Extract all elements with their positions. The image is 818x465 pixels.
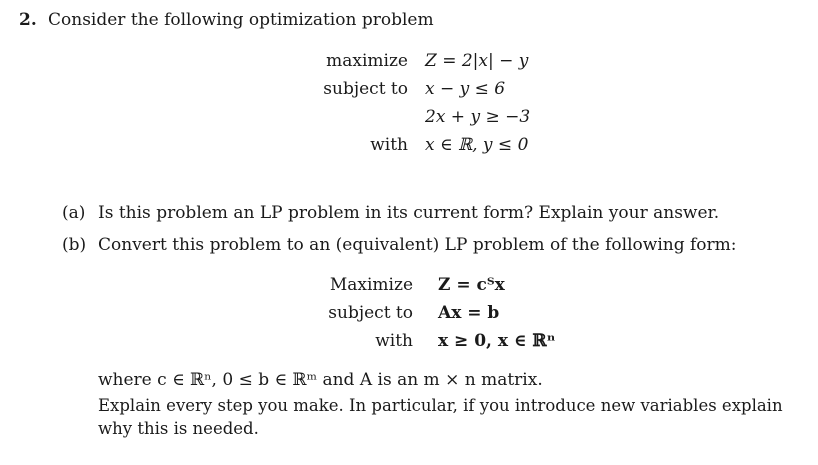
part-a-label: (a)	[62, 203, 86, 223]
keyword-subject-to-std: subject to	[328, 303, 413, 323]
problem-number: 2.	[19, 10, 37, 30]
constraint-2: 2x + y ≥ −3	[425, 107, 531, 127]
keyword-maximize-std: Maximize	[329, 275, 413, 295]
keyword-maximize: maximize	[326, 51, 408, 71]
std-objective: Z = cᵀx	[438, 275, 505, 295]
keyword-subject-to: subject to	[323, 79, 408, 99]
domain-constraint: x ∈ ℝ, y ≤ 0	[425, 135, 529, 155]
problem-intro: Consider the following optimization problem	[48, 10, 434, 30]
std-constraint: Ax = b	[438, 303, 500, 323]
keyword-with-std: with	[375, 331, 413, 351]
constraint-1: x − y ≤ 6	[425, 79, 506, 99]
std-nonnegativity: x ≥ 0, x ∈ ℝⁿ	[438, 331, 556, 351]
objective-expression: Z = 2|x| − y	[425, 51, 529, 71]
part-a-text: Is this problem an LP problem in its current form? Explain your answer.	[98, 203, 720, 223]
keyword-with: with	[370, 135, 408, 155]
where-line: where c ∈ ℝⁿ, 0 ≤ b ∈ ℝᵐ and A is an m × n matrix.	[98, 370, 543, 390]
explain-paragraph: Explain every step you make. In particular, if you introduce new variables explain why this is needed.	[98, 396, 783, 438]
part-b-text: Convert this problem to an (equivalent) LP problem of the following form:	[98, 235, 737, 255]
part-b-label: (b)	[62, 235, 87, 255]
